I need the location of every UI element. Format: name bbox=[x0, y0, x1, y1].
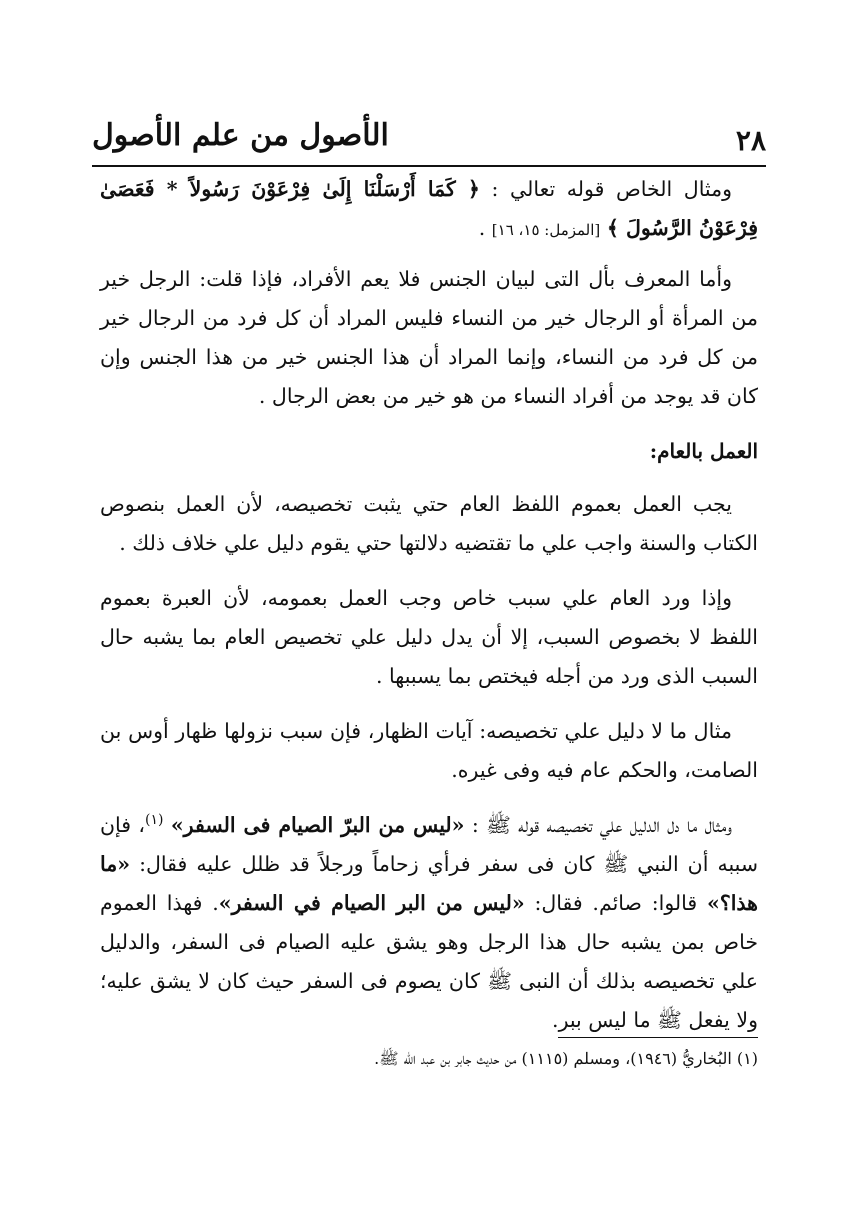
page-number: ٢٨ bbox=[735, 124, 766, 157]
header-rule bbox=[92, 165, 766, 167]
paragraph-khas-example bbox=[100, 170, 758, 250]
text-segment: ومثال ما دل الدليل علي تخصيصه قوله ﷺ : bbox=[471, 813, 733, 837]
main-text bbox=[100, 170, 758, 1056]
text-segment: ، فإن سببه أن النبي ﷺ كان فى سفر فرأي زحاماً ورجلاً قد ظلل عليه فقال: bbox=[100, 813, 758, 876]
text-segment: . فهذا العموم خاص بمن يشبه حال هذا الرجل وهو يشق عليه الصيام فى السفر، والدليل علي تخصيصه بذلك أن النبى ﷺ كان يصوم فى السفر حيث كان لا يشق عليه؛ ولا يفعل ﷺ ما ليس ببر. bbox=[100, 891, 758, 1032]
paragraph-zihar-example: مثال ما لا دليل علي تخصيصه: آيات الظهار، فإن سبب نزولها ظهار أوس بن الصامت، والحكم عام فيه وفى غيره. bbox=[100, 719, 758, 782]
verse-citation: [المزمل: ١٥، ١٦] bbox=[491, 221, 601, 239]
section-heading: العمل بالعام: bbox=[649, 439, 758, 463]
footnote-rule bbox=[558, 1037, 758, 1038]
footnote: (١) البُخاريُّ (١٩٤٦)، ومسلم (١١١٥) من حديث جابر بن عبد الله ﷺ. bbox=[374, 1049, 758, 1068]
footnote-reference: (١) bbox=[145, 812, 164, 829]
paragraph-general-duty: يجب العمل بعموم اللفظ العام حتي يثبت تخصيصه، لأن العمل بنصوص الكتاب والسنة واجب علي ما تقتضيه دلالتها حتي يقوم دليل علي خلاف ذلك . bbox=[100, 492, 758, 555]
paragraph-lead: ومثال الخاص قوله تعالي : bbox=[491, 177, 733, 201]
paragraph-fasting-example bbox=[100, 806, 758, 1040]
paragraph-genus-article: وأما المعرف بأل التى لبيان الجنس فلا يعم الأفراد، فإذا قلت: الرجل خير من المرأة أو الرجال خير من النساء فليس المراد أن كل فرد من الرجال خير من كل فرد من النساء، وإنما المراد أن هذا الجنس خير من هذا الجنس وإن كان قد يوجد من أفراد النساء من هو خير من بعض الرجال . bbox=[100, 267, 758, 408]
text-segment: قالوا: صائم. فقال: bbox=[534, 891, 698, 915]
quran-verse: ﴿ كَمَا أَرْسَلْنَا إِلَىٰ فِرْعَوْنَ رَسُولاً * فَعَصَىٰ فِرْعَوْنُ الرَّسُولَ ﴾ bbox=[100, 177, 758, 240]
hadith-quote: «ما هذا؟» bbox=[100, 852, 758, 915]
hadith-quote: «ليس من البرّ الصيام فى السفر» bbox=[170, 813, 465, 837]
sentence-end: . bbox=[478, 216, 486, 240]
page-header bbox=[92, 118, 766, 162]
running-title: الأصول من علم الأصول bbox=[92, 118, 389, 153]
paragraph-specific-cause: وإذا ورد العام علي سبب خاص وجب العمل بعمومه، لأن العبرة بعموم اللفظ لا بخصوص السبب، إلا أن يدل دليل علي تخصيص العام بما يشبه حال السبب الذى ورد من أجله فيختص بما يسببها . bbox=[100, 586, 758, 688]
hadith-quote: «ليس من البر الصيام في السفر» bbox=[218, 891, 525, 915]
